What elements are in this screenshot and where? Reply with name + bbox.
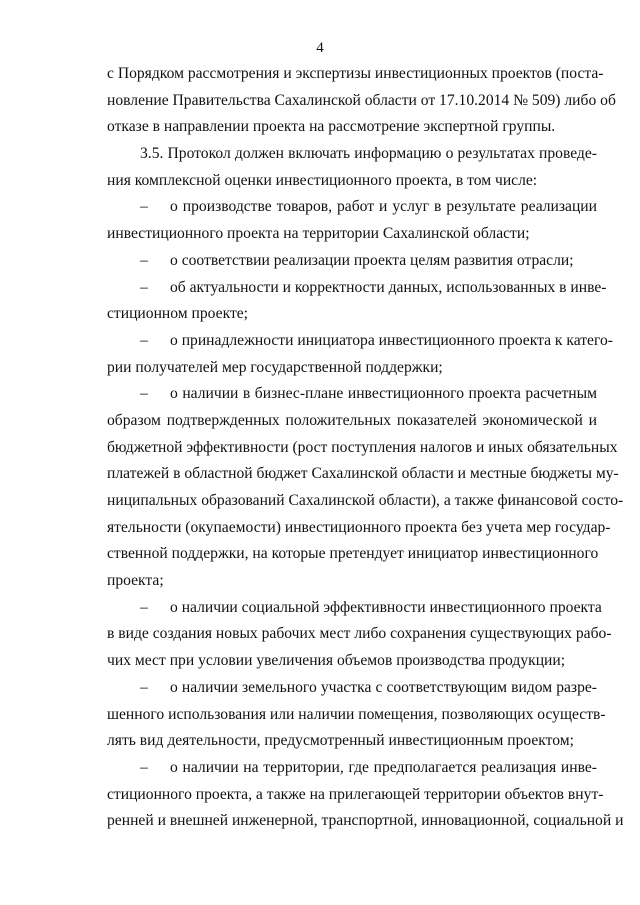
text-line: стиционном проекте; xyxy=(107,305,249,323)
text-line: шенного использования или наличии помещения, позволяющих осуществ- xyxy=(107,705,606,723)
text-line xyxy=(107,194,597,221)
paragraph xyxy=(107,61,616,141)
text-line xyxy=(107,675,597,702)
list-dash: – xyxy=(140,198,148,216)
list-dash: – xyxy=(140,278,148,296)
text-line: отказе в направлении проекта на рассмотрение экспертной группы. xyxy=(107,118,556,136)
list-item xyxy=(107,675,606,755)
list-item xyxy=(107,381,624,595)
text-line: проекта; xyxy=(107,572,164,590)
text-line: ниципальных образований Сахалинской области), а также финансовой состо- xyxy=(107,492,624,509)
text-line: рии получателей мер государственной поддержки; xyxy=(107,358,443,376)
text-line: стиционного проекта, а также на прилегающей территории объектов внут- xyxy=(107,785,604,803)
list-dash: – xyxy=(140,678,148,696)
list-item xyxy=(107,328,613,381)
text-line xyxy=(107,381,597,408)
text-line: с Порядком рассмотрения и экспертизы инвестиционных проектов (поста- xyxy=(107,65,604,82)
text-line-content: о наличии земельного участка с соответствующим видом разре- xyxy=(170,678,597,696)
text-line: лять вид деятельности, предусмотренный инвестиционным проектом; xyxy=(107,732,574,750)
text-line: образом подтвержденных положительных показателей экономической и xyxy=(107,411,597,429)
text-line-content: о соответствии реализации проекта целям развития отрасли; xyxy=(170,251,574,269)
text-line-content: о наличии на территории, где предполагается реализация инве- xyxy=(170,758,597,776)
text-line-content: о производстве товаров, работ и услуг в результате реализации xyxy=(170,198,597,216)
text-line-content: об актуальности и корректности данных, использованных в инве- xyxy=(170,278,607,296)
text-line: платежей в областной бюджет Сахалинской области и местные бюджеты му- xyxy=(107,465,619,483)
page-number: 4 xyxy=(316,40,324,56)
text-line xyxy=(107,595,602,622)
text-line: в виде создания новых рабочих мест либо сохранения существующих рабо- xyxy=(107,625,612,643)
list-dash: – xyxy=(140,598,148,616)
text-line: инвестиционного проекта на территории Сахалинской области; xyxy=(107,225,530,243)
text-line: чих мест при условии увеличения объемов производства продукции; xyxy=(107,652,566,670)
text-line-content: о принадлежности инициатора инвестиционного проекта к катего- xyxy=(170,331,613,349)
list-item xyxy=(107,275,607,328)
text-line: ренней и внешней инженерной, транспортной, инновационной, социальной и xyxy=(107,812,624,830)
text-line: ственной поддержки, на которые претендует инициатор инвестиционного xyxy=(107,545,599,563)
text-line: бюджетной эффективности (рост поступления налогов и иных обязательных xyxy=(107,438,618,456)
list-dash: – xyxy=(140,331,148,349)
list-item xyxy=(107,755,624,835)
text-line: ния комплексной оценки инвестиционного проекта, в том числе: xyxy=(107,171,538,189)
list-dash: – xyxy=(140,758,148,776)
text-line: новление Правительства Сахалинской области от 17.10.2014 № 509) либо об xyxy=(107,91,616,109)
text-line: 3.5. Протокол должен включать информацию о результатах проведе- xyxy=(140,145,597,163)
list-dash: – xyxy=(140,251,148,269)
text-line xyxy=(107,275,607,302)
list-dash: – xyxy=(140,385,148,403)
text-line: ятельности (окупаемости) инвестиционного проекта без учета мер государ- xyxy=(107,518,611,536)
list-item xyxy=(107,595,612,675)
text-line-content: о наличии в бизнес-плане инвестиционного проекта расчетным xyxy=(170,385,597,403)
list-item xyxy=(107,194,597,247)
list-item xyxy=(107,248,597,275)
text-line xyxy=(107,328,613,355)
document-body xyxy=(107,61,624,835)
paragraph xyxy=(107,141,597,194)
text-line xyxy=(107,248,597,275)
text-line xyxy=(107,755,597,782)
text-line-content: о наличии социальной эффективности инвестиционного проекта xyxy=(170,598,602,616)
